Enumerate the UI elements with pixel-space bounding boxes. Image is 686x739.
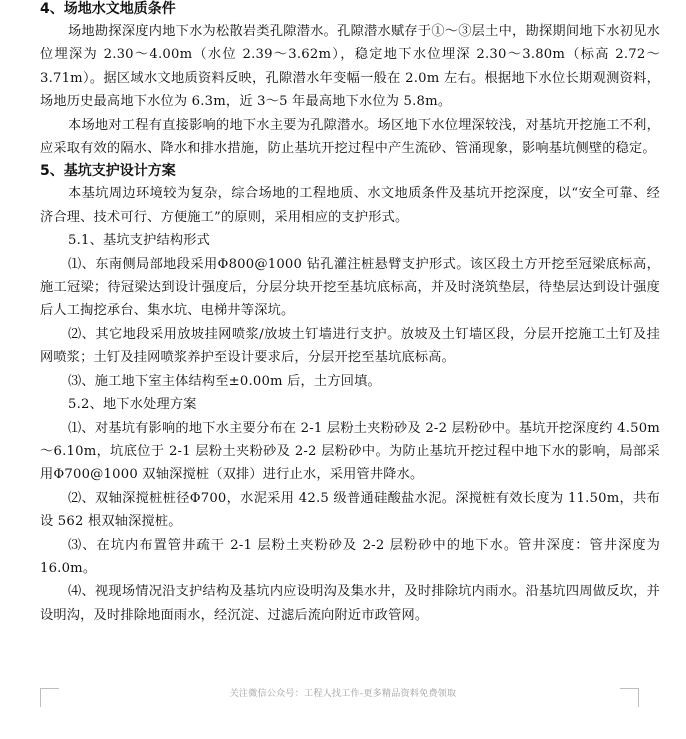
- paragraph-5-1-item-2: ⑵、其它地段采用放坡挂网喷浆/放坡土钉墙进行支护。放坡及土钉墙区段，分层开挖施工土钉及挂网喷浆；土钉及挂网喷浆养护至设计要求后，分层开挖至基坑底标高。: [40, 326, 660, 366]
- paragraph-hydrogeology: 场地勘探深度内地下水为松散岩类孔隙潜水。孔隙潜水赋存于①～③层土中，勘探期间地下水初见水位埋深为 2.30～4.00m（水位 2.39～3.62m），稳定地下水位埋深 2.30～3.80m（标高 2.72～3.71m）。据区域水文地质资料反映，孔隙潜水年变幅一般在 2.0m 左右。根据地下水位长期观测资料，场地历史最高地下水位为 6.3m，近 3～5 年最高地下水位为 5.8m。: [40, 24, 660, 110]
- paragraph-5-2-item-2: ⑵、双轴深搅桩桩径Φ700，水泥采用 42.5 级普通硅酸盐水泥。深搅桩有效长度为 11.50m，共布设 562 根双轴深搅桩。: [40, 490, 660, 530]
- footer-watermark: 关注微信公众号：工程人找工作-更多精品资料免费领取: [229, 689, 457, 699]
- section-4-heading: 4、场地水文地质条件: [40, 1, 176, 17]
- section-5-heading: 5、基坑支护设计方案: [40, 163, 176, 180]
- document-page: [40, 0, 660, 739]
- paragraph-5-2-item-3: ⑶、在坑内布置管井疏干 2-1 层粉土夹粉砂及 2-2 层粉砂中的地下水。管井深度：管井深度为 16.0m。: [40, 537, 660, 576]
- paragraph-5-2-item-1: ⑴、对基坑有影响的地下水主要分布在 2-1 层粉土夹粉砂及 2-2 层粉砂中。基坑开挖深度约 4.50m～6.10m，坑底位于 2-1 层粉土夹粉砂及 2-2 层粉砂中。为防止基坑开挖过程中地下水的影响，局部采用Φ700@1000 双轴深搅桩（双排）进行止水，采用管井降水。: [40, 420, 660, 483]
- paragraph-5-1-item-1: ⑴、东南侧局部地段采用Φ800@1000 钻孔灌注桩悬臂支护形式。该区段土方开挖至冠梁底标高，施工冠梁；待冠梁达到设计强度后，分层分块开挖至基坑底标高，并及时浇筑垫层，待垫层达到设计强度后人工掏挖承台、集水坑、电梯井等深坑。: [40, 256, 660, 319]
- paragraph-groundwater-impact: 本场地对工程有直接影响的地下水主要为孔隙潜水。场区地下水位埋深较浅，对基坑开挖施工不利，应采取有效的隔水、降水和排水措施，防止基坑开挖过程中产生流砂、管涌现象，影响基坑侧壁的稳定。: [40, 117, 660, 157]
- paragraph-support-principle: 本基坑周边环境较为复杂，综合场地的工程地质、水文地质条件及基坑开挖深度，以“安全可靠、经济合理、技术可行、方便施工”的原则，采用相应的支护形式。: [40, 186, 660, 225]
- subsection-5-2-heading: 5.2、地下水处理方案: [68, 397, 197, 413]
- paragraph-5-2-item-4: ⑷、视现场情况沿支护结构及基坑内应设明沟及集水井，及时排除坑内雨水。沿基坑四周做反坎，并设明沟，及时排除地面雨水，经沉淀、过滤后流向附近市政管网。: [40, 584, 660, 623]
- paragraph-5-1-item-3: ⑶、施工地下室主体结构至±0.00m 后，土方回填。: [68, 373, 381, 389]
- subsection-5-1-heading: 5.1、基坑支护结构形式: [68, 233, 211, 249]
